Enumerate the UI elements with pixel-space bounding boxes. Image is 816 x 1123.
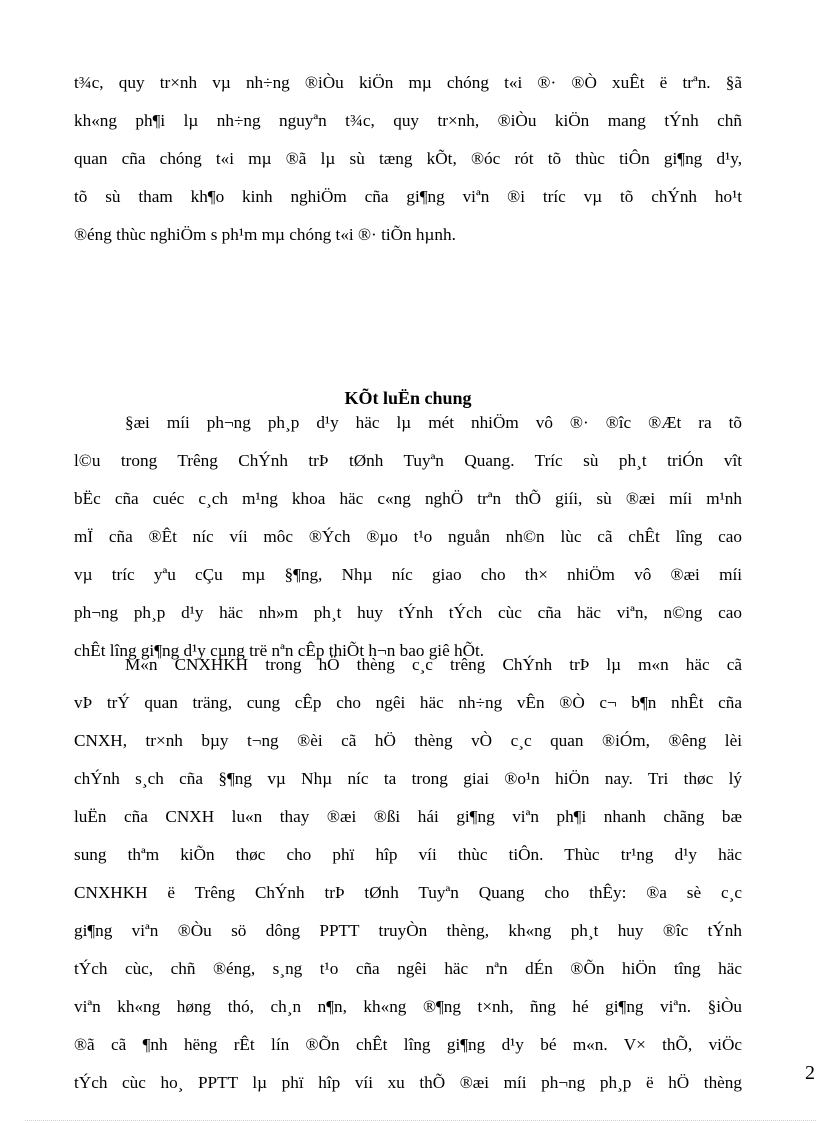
paragraph-2 — [74, 646, 742, 1102]
paragraph-1 — [74, 404, 742, 670]
text-line: tÝch cùc ho¸ PPTT lµ phï hîp víi xu thÕ ®æi míi ph¬ng ph¸p ë hÖ thèng — [74, 1073, 742, 1092]
text-line: t¾c, quy tr×nh vµ nh÷ng ®iÒu kiÖn mµ chóng t«i ®· ®Ò xuÊt ë trªn. §ã — [74, 73, 742, 92]
text-line: sung thªm kiÕn thøc cho phï hîp víi thùc tiÔn. Thùc tr¹ng d¹y häc — [74, 845, 742, 864]
footer-divider — [25, 1120, 816, 1121]
text-line: vµ tríc yªu cÇu mµ §¶ng, Nhµ níc giao cho th× nhiÖm vô ®æi míi — [74, 565, 742, 584]
text-line: vÞ trÝ quan träng, cung cÊp cho ngêi häc nh÷ng vÊn ®Ò c¬ b¶n nhÊt cña — [74, 693, 742, 712]
text-line: viªn kh«ng høng thó, ch¸n n¶n, kh«ng ®¶ng t×nh, ñng hé gi¶ng viªn. §iÒu — [74, 997, 742, 1016]
text-line: luËn cña CNXH lu«n thay ®æi ®ßi hái gi¶ng viªn ph¶i nhanh chãng bæ — [74, 807, 742, 826]
text-line: M«n CNXHKH trong hÖ thèng c¸c trêng ChÝnh trÞ lµ m«n häc cã — [125, 655, 742, 674]
text-line: ph¬ng ph¸p d¹y häc nh»m ph¸t huy tÝnh tÝch cùc cña häc viªn, n©ng cao — [74, 603, 742, 622]
text-line: ®éng thùc nghiÖm s ph¹m mµ chóng t«i ®· tiÕn hµnh. — [74, 225, 456, 244]
text-line: §æi míi ph¬ng ph¸p d¹y häc lµ mét nhiÖm vô ®· ®îc ®Æt ra tõ — [125, 413, 742, 432]
text-line: chÊt lîng gi¶ng d¹y cµng trë nªn cÊp thiÕt h¬n bao giê hÕt. — [74, 641, 485, 660]
section-heading: KÕt luËn chung — [344, 388, 472, 408]
text-line: ®ã cã ¶nh hëng rÊt lín ®Õn chÊt lîng gi¶ng d¹y bé m«n. V× thÕ, viÖc — [74, 1035, 742, 1054]
text-line: tõ sù tham kh¶o kinh nghiÖm cña gi¶ng viªn ®i tríc vµ tõ chÝnh ho¹t — [74, 187, 742, 206]
top-paragraph — [74, 64, 742, 254]
text-line: mÏ cña ®Êt níc víi môc ®Ých ®µo t¹o nguån nh©n lùc cã chÊt lîng cao — [74, 527, 742, 546]
text-line: gi¶ng viªn ®Òu sö dông PPTT truyÒn thèng, kh«ng ph¸t huy ®îc tÝnh — [74, 921, 742, 940]
page-number: 2 — [805, 1062, 815, 1084]
text-line: CNXHKH ë Trêng ChÝnh trÞ tØnh Tuyªn Quang cho thÊy: ®a sè c¸c — [74, 883, 742, 902]
text-line: chÝnh s¸ch cña §¶ng vµ Nhµ níc ta trong giai ®o¹n hiÖn nay. Tri thøc lý — [74, 769, 742, 788]
text-line: l©u trong Trêng ChÝnh trÞ tØnh Tuyªn Quang. Tríc sù ph¸t triÓn vît — [74, 451, 742, 470]
text-line: CNXH, tr×nh bµy t¬ng ®èi cã hÖ thèng vÒ c¸c quan ®iÓm, ®êng lèi — [74, 731, 742, 750]
text-line: kh«ng ph¶i lµ nh÷ng nguyªn t¾c, quy tr×nh, ®iÒu kiÖn mang tÝnh chñ — [74, 111, 742, 130]
text-line: tÝch cùc, chñ ®éng, s¸ng t¹o cña ngêi häc nªn dÉn ®Õn hiÖn tîng häc — [74, 959, 742, 978]
text-line: bËc cña cuéc c¸ch m¹ng khoa häc c«ng nghÖ trªn thÕ giíi, sù ®æi míi m¹nh — [74, 489, 742, 508]
text-line: quan cña chóng t«i mµ ®ã lµ sù tæng kÕt, ®óc rót tõ thùc tiÔn gi¶ng d¹y, — [74, 149, 742, 168]
